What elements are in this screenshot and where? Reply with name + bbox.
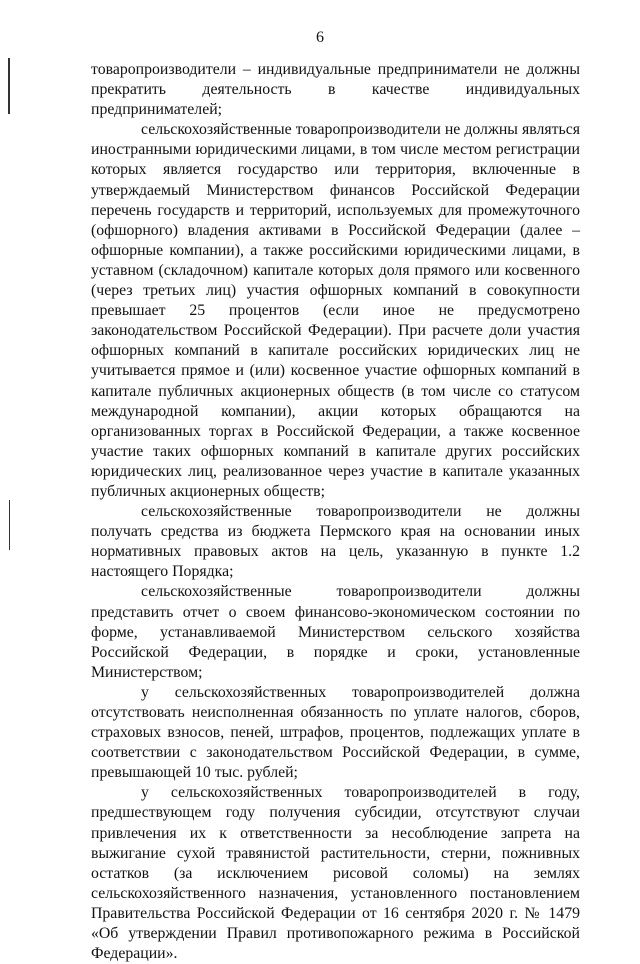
scan-edge-mark bbox=[8, 58, 10, 114]
document-body bbox=[91, 60, 580, 964]
paragraph-tax-debt-requirement: у сельскохозяйственных товаропроизводителей должна отсутствовать неисполненная обязанность по уплате налогов, сборов, страховых взносов, пеней, штрафов, процентов, подлежащих уплате в соответствии с законодательством Российской Федерации, в сумме, превышающей 10 тыс. рублей; bbox=[91, 683, 580, 782]
scan-edge-mark bbox=[9, 500, 10, 550]
page-number: 6 bbox=[316, 29, 324, 46]
paragraph-offshore-requirement: сельскохозяйственные товаропроизводители не должны являться иностранными юридическими лицами, в том числе местом регистрации которых является государство или территория, включенные в утверждаемый Министерством финансов Российской Федерации перечень государств и территорий, используемых для промежуточного (офшорного) владения активами в Российской Федерации (далее – офшорные компании), а также российскими юридическими лицами, в уставном (складочном) капитале которых доля прямого или косвенного (через третьих лиц) участия офшорных компаний в совокупности превышает 25 процентов (если иное не предусмотрено законодательством Российской Федерации). При расчете доли участия офшорных компаний в капитале российских юридических лиц не учитывается прямое и (или) косвенное участие офшорных компаний в капитале публичных акционерных обществ (в том числе со статусом международной компании), акции которых обращаются на организованных торгах в Российской Федерации, а также косвенное участие таких офшорных компаний в капитале других российских юридических лиц, реализованное через участие в капитале указанных публичных акционерных обществ; bbox=[91, 121, 580, 500]
paragraph-budget-funds-requirement: сельскохозяйственные товаропроизводители не должны получать средства из бюджета Пермского края на основании иных нормативных правовых актов на цель, указанную в пункте 1.2 настоящего Порядка; bbox=[91, 503, 580, 581]
paragraph-financial-report-requirement: сельскохозяйственные товаропроизводители должны представить отчет о своем финансово-экономическом состоянии по форме, устанавливаемой Министерством сельского хозяйства Российской Федерации, в порядке и сроки, установленные Министерством; bbox=[91, 583, 580, 681]
paragraph-continuation: товаропроизводители – индивидуальные предприниматели не должны прекратить деятельность в качестве индивидуальных предпринимателей; bbox=[91, 61, 580, 119]
paragraph-burning-ban-requirement: у сельскохозяйственных товаропроизводителей в году, предшествующем году получения субсидии, отсутствуют случаи привлечения их к ответственности за несоблюдение запрета на выжигание сухой травянистой растительности, стерни, пожнивных остатков (за исключением рисовой соломы) на землях сельскохозяйственного назначения, установленного постановлением Правительства Российской Федерации от 16 сентября 2020 г. № 1479 «Об утверждении Правил противопожарного режима в Российской Федерации». bbox=[91, 784, 580, 963]
